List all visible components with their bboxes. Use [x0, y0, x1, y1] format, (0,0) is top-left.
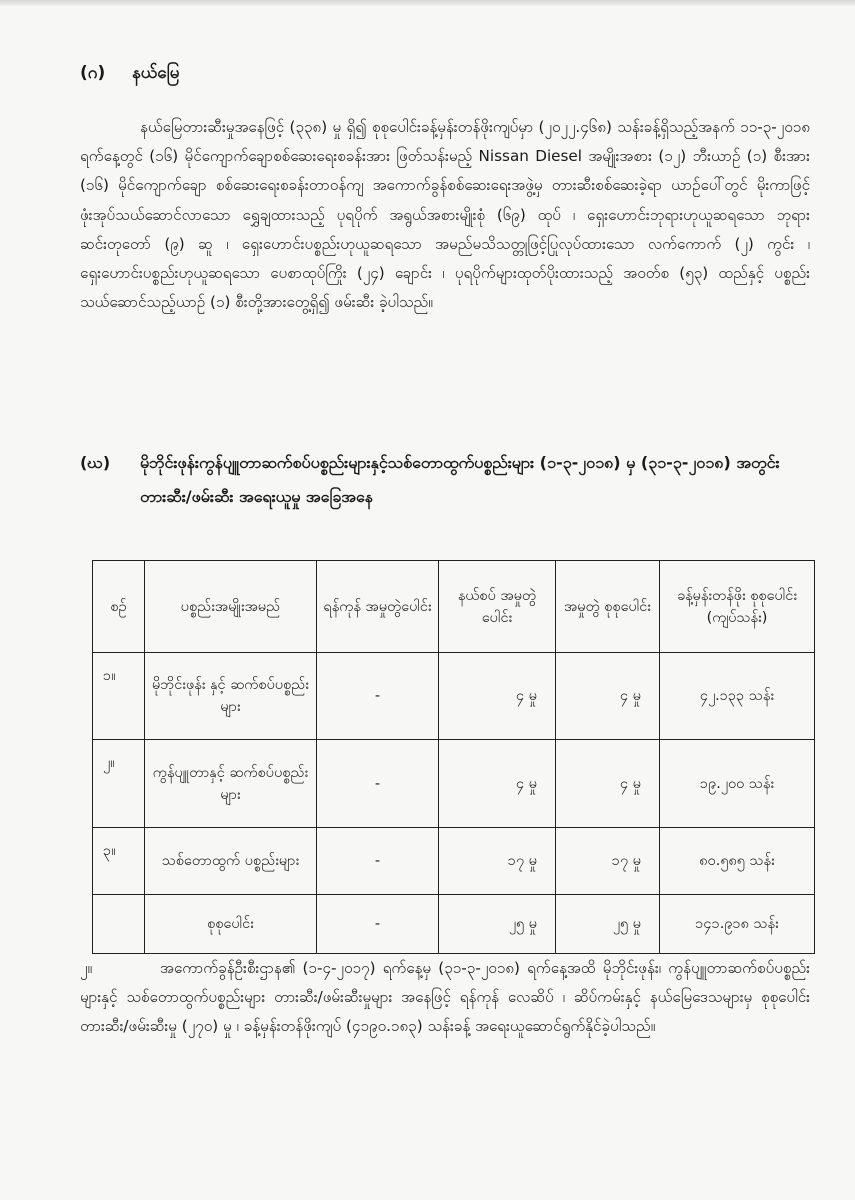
cell-total-cases: ၂၅ မှု: [556, 894, 660, 953]
closing-number: ၂။: [80, 959, 93, 977]
col-header-border-cases: နယ်စပ် အမှုတွဲပေါင်း: [439, 561, 556, 653]
section-d-heading: [80, 446, 820, 514]
cell-estimated-value: ၁၄၁.၉၁၈ သန်း: [660, 894, 815, 953]
section-d-marker: (ဃ): [80, 453, 111, 472]
cell-border-cases: ၄ မှု: [439, 653, 556, 740]
section-c-marker: (ဂ): [80, 63, 106, 83]
cell-serial: [93, 894, 145, 953]
cell-estimated-value: ၁၉.၂၀၀ သန်း: [660, 740, 815, 827]
cell-serial: ၂။: [93, 740, 145, 827]
cell-yangon-cases: -: [317, 653, 439, 740]
cell-total-cases: ၄ မှု: [556, 653, 660, 740]
cell-total-cases: ၁၇ မှု: [556, 827, 660, 894]
cell-border-cases: ၄ မှု: [439, 740, 556, 827]
seizure-table: [92, 560, 815, 954]
section-d-title: မိုဘိုင်းဖုန်းကွန်ပျူတာဆက်စပ်ပစ္စည်းများနှင့်သစ်တောထွက်ပစ္စည်းများ (၁-၃-၂၀၁၈) မှ (၃၁-၃-၂၀၁၈) အတွင်း တားဆီး/ဖမ်းဆီး အရေးယူမှု အခြေအနေ: [140, 453, 780, 506]
section-c-heading: [80, 62, 179, 87]
table-total-row: [93, 894, 815, 953]
table-row: [93, 740, 815, 827]
section-c-paragraph: နယ်မြေတားဆီးမှုအနေဖြင့် (၃၃၈) မှု ရှိ၍ စုစုပေါင်းခန့်မှန်းတန်ဖိုးကျပ်မှာ (၂၀၂၂.၄၆၈) သန်းခန့်ရှိသည့်အနက် ၁၁-၃-၂၀၁၈ ရက်နေ့တွင် (၁၆) မိုင်ကျောက်ချောစစ်ဆေးရေးစခန်းအား ဖြတ်သန်းမည့် Nissan Diesel အမျိုးအစား (၁၂) ဘီးယာဉ် (၁) စီးအား (၁၆) မိုင်ကျောက်ချော စစ်ဆေးရေးစခန်းတာဝန်ကျ အကောက်ခွန်စစ်ဆေးရေးအဖွဲ့မှ တားဆီးစစ်ဆေးခဲ့ရာ ယာဉ်ပေါ်တွင် မိုးကာဖြင့်ဖုံးအုပ်သယ်ဆောင်လာသော ရွှေချထားသည့် ပုရပိုက် အရွယ်အစားမျိုးစုံ (၆၉) ထုပ် ၊ ရှေးဟောင်းဘုရားဟုယူဆရသော ဘုရားဆင်းတုတော် (၉) ဆူ ၊ ရှေးဟောင်းပစ္စည်းဟုယူဆရသော အမည်မသိသတ္တုဖြင့်ပြုလုပ်ထားသော လက်ကောက် (၂) ကွင်း ၊ ရှေးဟောင်းပစ္စည်းဟုယူဆရသော ပေစာထုပ်ကြိုး (၂၄) ချောင်း ၊ ပုရပိုက်များထုတ်ပိုးထားသည့် အဝတ်စ (၅၃) ထည်နှင့် ပစ္စည်းသယ်ဆောင်သည့်ယာဉ် (၁) စီးတို့အားတွေ့ရှိ၍ ဖမ်းဆီး ခဲ့ပါသည်။: [80, 118, 810, 312]
col-header-estimated-value: ခန့်မှန်းတန်ဖိုး စုစုပေါင်း (ကျပ်သန်း): [660, 561, 815, 653]
cell-total-label: စုစုပေါင်း: [145, 894, 317, 953]
cell-border-cases: ၂၅ မှု: [439, 894, 556, 953]
cell-yangon-cases: -: [317, 894, 439, 953]
cell-item-type: ကွန်ပျူတာနှင့် ဆက်စပ်ပစ္စည်းများ: [145, 740, 317, 827]
cell-yangon-cases: -: [317, 827, 439, 894]
cell-yangon-cases: -: [317, 740, 439, 827]
cell-item-type: မိုဘိုင်းဖုန်း နှင့် ဆက်စပ်ပစ္စည်းများ: [145, 653, 317, 740]
table-header-row: [93, 561, 815, 653]
col-header-item-type: ပစ္စည်းအမျိုးအမည်: [145, 561, 317, 653]
table-row: [93, 827, 815, 894]
closing-paragraph-block: [80, 954, 810, 1042]
cell-estimated-value: ၈၀.၅၈၅ သန်း: [660, 827, 815, 894]
cell-border-cases: ၁၇ မှု: [439, 827, 556, 894]
cell-serial: ၁။: [93, 653, 145, 740]
cell-item-type: သစ်တောထွက် ပစ္စည်းများ: [145, 827, 317, 894]
section-c-title: နယ်မြေ: [132, 63, 180, 83]
cell-estimated-value: ၄၂.၁၃၃ သန်း: [660, 653, 815, 740]
col-header-yangon-cases: ရန်ကုန် အမှုတွဲပေါင်း: [317, 561, 439, 653]
col-header-total-cases: အမှုတွဲ စုစုပေါင်း: [556, 561, 660, 653]
cell-serial: ၃။: [93, 827, 145, 894]
table-row: [93, 653, 815, 740]
col-header-serial: စဉ်: [93, 561, 145, 653]
cell-total-cases: ၄ မှု: [556, 740, 660, 827]
closing-paragraph: အကောက်ခွန်ဦးစီးဌာန၏ (၁-၄-၂၀၁၇) ရက်နေ့မှ (၃၁-၃-၂၀၁၈) ရက်နေ့အထိ မိုဘိုင်းဖုန်း၊ ကွန်ပျူတာဆက်စပ်ပစ္စည်းများနှင့် သစ်တောထွက်ပစ္စည်းများ တားဆီး/ဖမ်းဆီးမှုများ အနေဖြင့် ရန်ကုန် လေဆိပ် ၊ ဆိပ်ကမ်းနှင့် နယ်မြေဒေသများမှ စုစုပေါင်း တားဆီး/ဖမ်းဆီးမှု (၂၇၀) မှု ၊ ခန့်မှန်းတန်ဖိုးကျပ် (၄၁၉၀.၁၈၃) သန်းခန့် အရေးယူဆောင်ရွက်နိုင်ခဲ့ပါသည်။: [80, 959, 810, 1036]
